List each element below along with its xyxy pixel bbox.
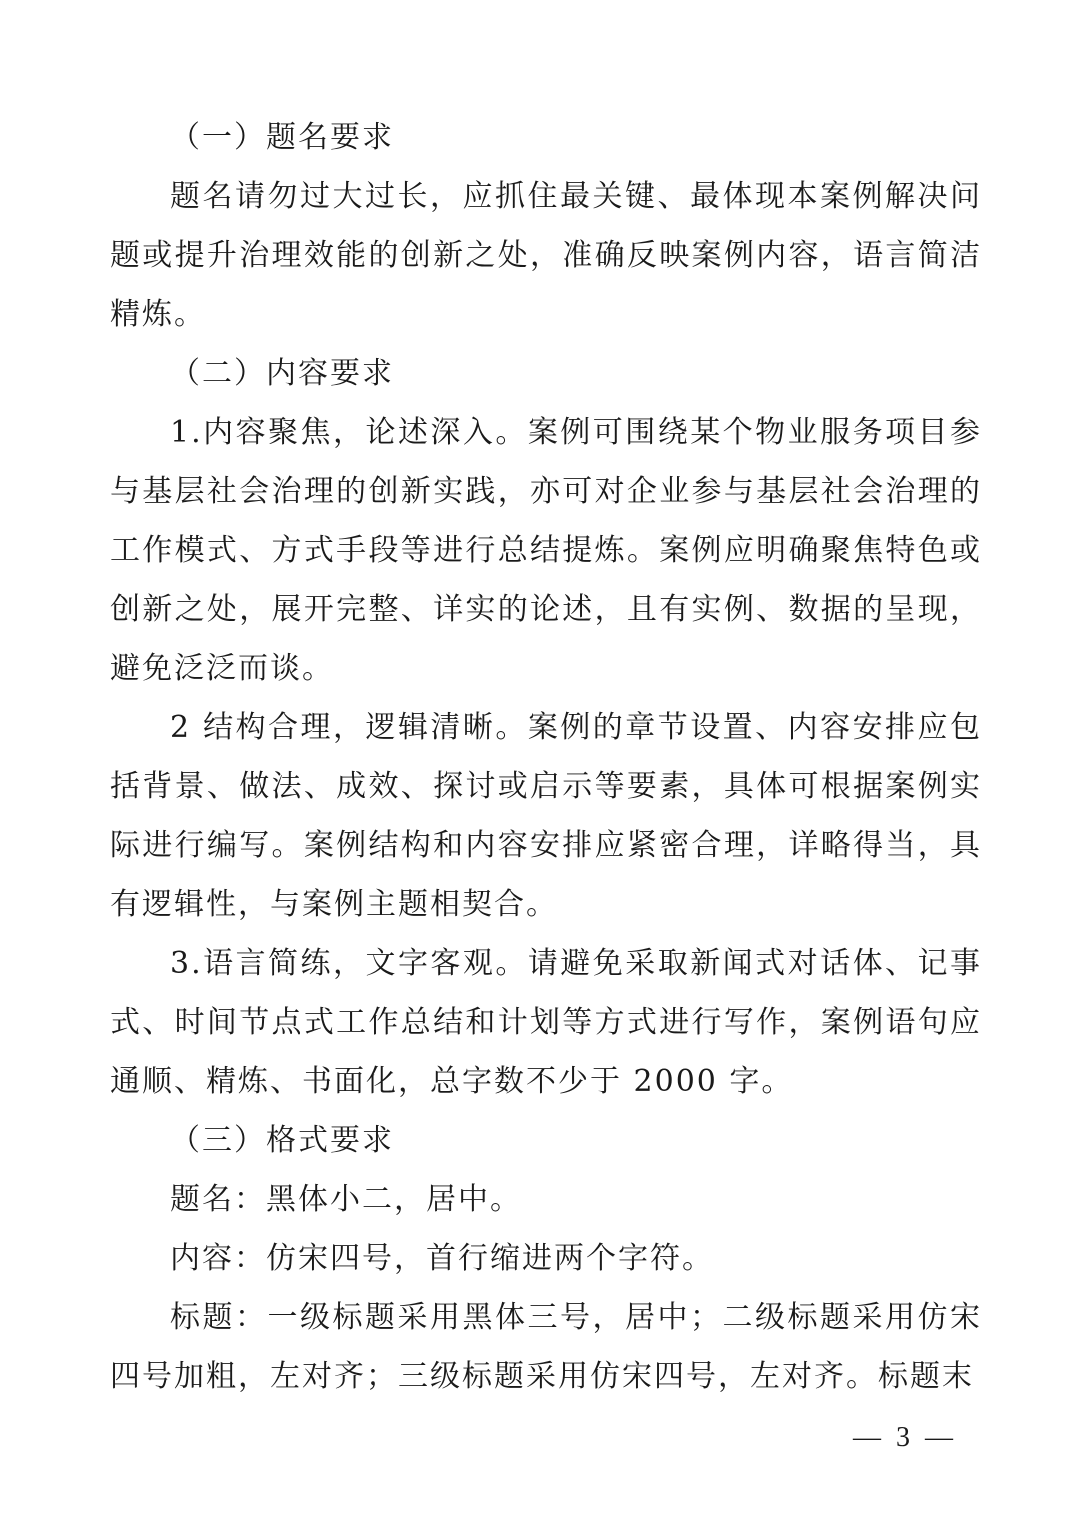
section-heading: （二）内容要求 xyxy=(170,356,394,391)
paragraph: 内容：仿宋四号，首行缩进两个字符。 xyxy=(170,1241,714,1276)
section-format-requirements xyxy=(110,1111,982,1406)
section-title-requirements xyxy=(110,108,982,344)
paragraph: 2 结构合理，逻辑清晰。案例的章节设置、内容安排应包括背景、做法、成效、探讨或启示等要素，具体可根据案例实际进行编写。案例结构和内容安排应紧密合理，详略得当，具有逻辑性，与案例主题相契合。 xyxy=(110,710,982,922)
section-heading: （一）题名要求 xyxy=(170,120,394,155)
paragraph: 1.内容聚焦，论述深入。案例可围绕某个物业服务项目参与基层社会治理的创新实践，亦可对企业参与基层社会治理的工作模式、方式手段等进行总结提炼。案例应明确聚焦特色或创新之处，展开完整、详实的论述，且有实例、数据的呈现，避免泛泛而谈。 xyxy=(110,415,982,686)
section-content-requirements xyxy=(110,344,982,1111)
paragraph: 题名请勿过大过长，应抓住最关键、最体现本案例解决问题或提升治理效能的创新之处，准确反映案例内容，语言简洁精炼。 xyxy=(110,179,982,332)
paragraph: 标题：一级标题采用黑体三号，居中；二级标题采用仿宋四号加粗，左对齐；三级标题采用仿宋四号，左对齐。标题末 xyxy=(110,1300,982,1394)
section-heading: （三）格式要求 xyxy=(170,1123,394,1158)
paragraph: 3.语言简练，文字客观。请避免采取新闻式对话体、记事式、时间节点式工作总结和计划等方式进行写作，案例语句应通顺、精炼、书面化，总字数不少于 2000 字。 xyxy=(110,946,982,1099)
document-body xyxy=(110,108,982,1406)
paragraph: 题名：黑体小二，居中。 xyxy=(170,1182,522,1217)
page-number: — 3 — xyxy=(853,1422,957,1453)
